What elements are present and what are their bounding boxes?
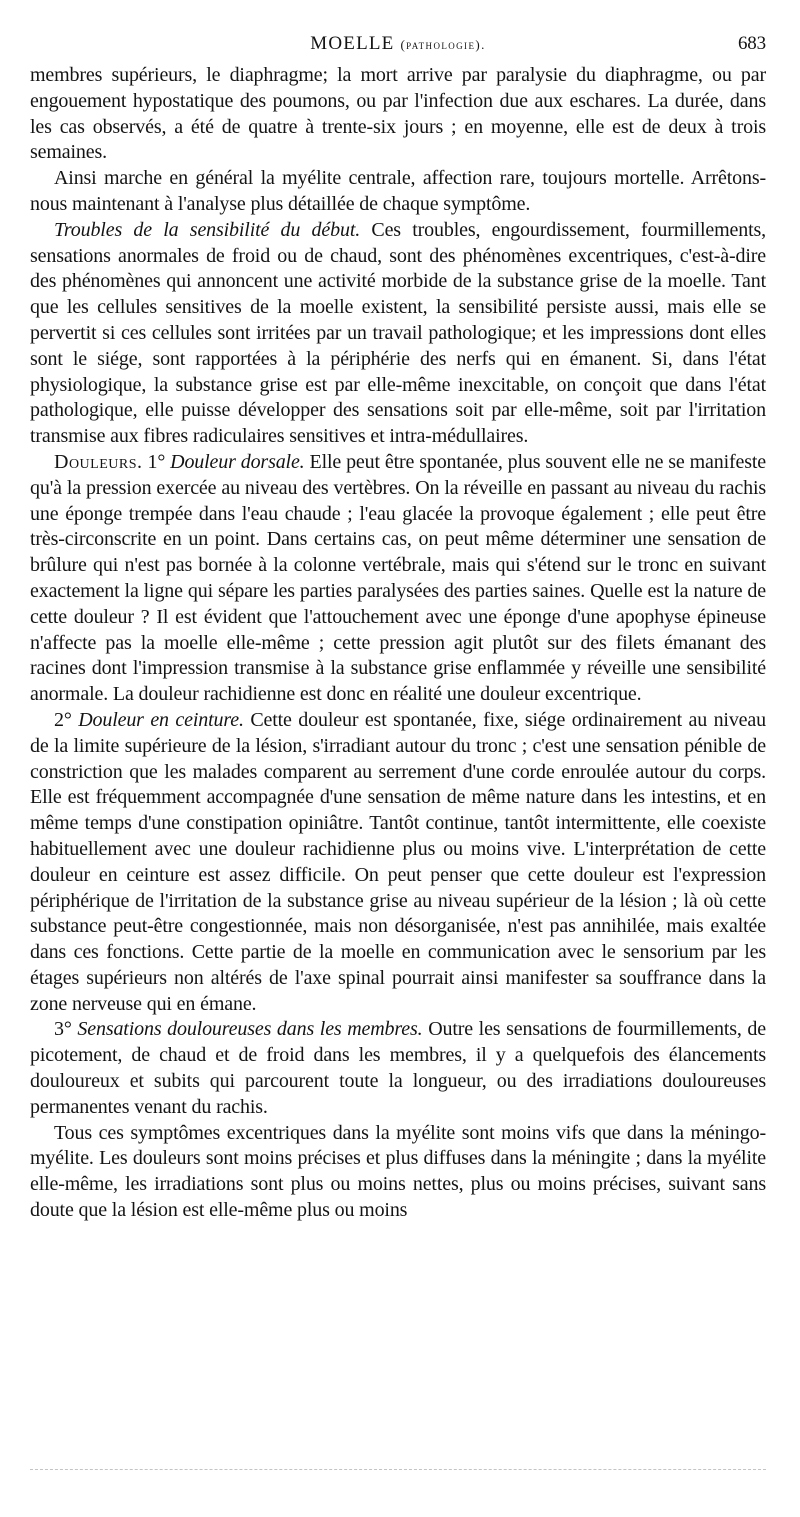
paragraph-sensibility-troubles	[30, 218, 766, 450]
section-heading-caps: Douleurs.	[54, 450, 143, 473]
paragraph-continuation	[30, 63, 766, 166]
paragraph-excentric-symptoms	[30, 1121, 766, 1224]
running-head-title: MOELLE	[310, 33, 395, 54]
item-number: 3°	[54, 1018, 78, 1041]
paragraph-text: Elle peut être spontanée, plus souvent elle ne se manifeste qu'à la pression exercée au niveau des vertèbres. On la réveille en passant au niveau du rachis une éponge trempée dans l'eau chaude ; l'eau glacée la provoque également ; elle peut être très-circonscrite en un point. Dans certains cas, on peut même déterminer une sensation de brûlure qui n'est pas bornée à la colonne vertébrale, mais qui s'étend sur le tronc en suivant exactement la ligne qui sépare les parties paralysées des parties saines. Quelle est la nature de cette douleur ? Il est évident que l'attouchement avec une éponge d'une apophyse épineuse n'affecte pas la moelle elle-même ; cette pression agit plutôt sur des filets émanant des racines dont l'impression transmise à la substance grise enflammée y réveille une sensibilité anormale. La douleur rachidienne est donc en réalité une douleur excentrique.	[30, 450, 767, 706]
body-text	[30, 63, 766, 1224]
paragraph-summary	[30, 166, 766, 218]
paragraph-limb-sensations	[30, 1017, 766, 1120]
page-number: 683	[737, 33, 766, 54]
running-head-subtitle: (pathologie).	[400, 37, 486, 52]
running-head	[30, 33, 766, 56]
section-heading-italic: Douleur en ceinture.	[78, 708, 244, 731]
paragraph-text: Outre les sensations de fourmillements, de picotement, de chaud et de froid dans les membres, il y a quelquefois des élancements douloureux et subits qui parcourent toute la longueur, ou des irradiations douloureuses permanentes venant du rachis.	[30, 1018, 766, 1118]
page-header	[30, 33, 766, 55]
paragraph-belt-pain	[30, 708, 766, 1018]
section-heading-italic: Troubles de la sensibilité du début.	[54, 218, 361, 241]
paragraph-text: Ainsi marche en général la myélite centrale, affection rare, toujours mortelle. Arrêtons-nous maintenant à l'analyse plus détaillée de chaque symptôme.	[30, 167, 766, 215]
section-heading-italic: Sensations douloureuses dans les membres.	[77, 1018, 423, 1041]
paragraph-dorsal-pain	[30, 450, 766, 708]
item-number: 2°	[54, 708, 79, 731]
footer-dotted-rule	[30, 1469, 766, 1470]
paragraph-text: membres supérieurs, le diaphragme; la mort arrive par paralysie du diaphragme, ou par engouement hypostatique des poumons, ou par l'infection due aux eschares. La durée, dans les cas observés, a été de quatre à trente-six jours ; en moyenne, elle est de deux à trois semaines.	[30, 64, 766, 164]
paragraph-text: Cette douleur est spontanée, fixe, siége ordinairement au niveau de la limite supérieure de la lésion, s'irradiant autour du tronc ; c'est une sensation pénible de constriction que les malades comparent au serrement d'une corde enroulée autour du corps. Elle est fréquemment accompagnée d'une sensation de même nature dans les intestins, et en même temps d'une constipation opiniâtre. Tantôt continue, tantôt intermittente, elle coexiste habituellement avec une douleur rachidienne plus ou moins vive. L'interprétation de cette douleur en ceinture est assez difficile. On peut penser que cette douleur est l'expression périphérique de l'irritation de la substance grise au niveau supérieur de la lésion ; là où cette substance peut-être congestionnée, mais non désorganisée, n'est pas annihilée, mais exaltée dans ces fonctions. Cette partie de la moelle en communication avec le sensorium par les étages supérieurs non altérés de l'axe spinal pourrait ainsi manifester sa souffrance dans la zone nerveuse qui en émane.	[30, 708, 766, 1015]
section-heading-italic: Douleur dorsale.	[170, 450, 305, 473]
paragraph-text: Ces troubles, engourdissement, fourmillements, sensations anormales de froid ou de chaud, sont des phénomènes excentriques, c'est-à-dire des phénomènes qui annoncent une activité morbide de la substance grise de la moelle. Tant que les cellules sensitives de la moelle existent, la sensibilité persiste aussi, mais elle se pervertit si ces cellules sont irritées par un travail pathologique; et les impressions dont elles sont le siége, sont rapportées à la périphérie des nerfs qui en émanent. Si, dans l'état physiologique, la substance grise est par elle-même inexcitable, on conçoit que dans l'état pathologique, elle puisse développer des sensations soit par elle-même, soit par l'irritation transmise aux fibres radiculaires sensitives et intra-médullaires.	[30, 218, 766, 448]
paragraph-text: Tous ces symptômes excentriques dans la myélite sont moins vifs que dans la méningo-myélite. Les douleurs sont moins précises et plus diffuses dans la méningite ; dans la myélite elle-même, les irradiations sont plus ou moins nettes, plus ou moins précises, suivant sans doute que la lésion est elle-même plus ou moins	[30, 1121, 766, 1222]
item-number: 1°	[142, 450, 171, 473]
